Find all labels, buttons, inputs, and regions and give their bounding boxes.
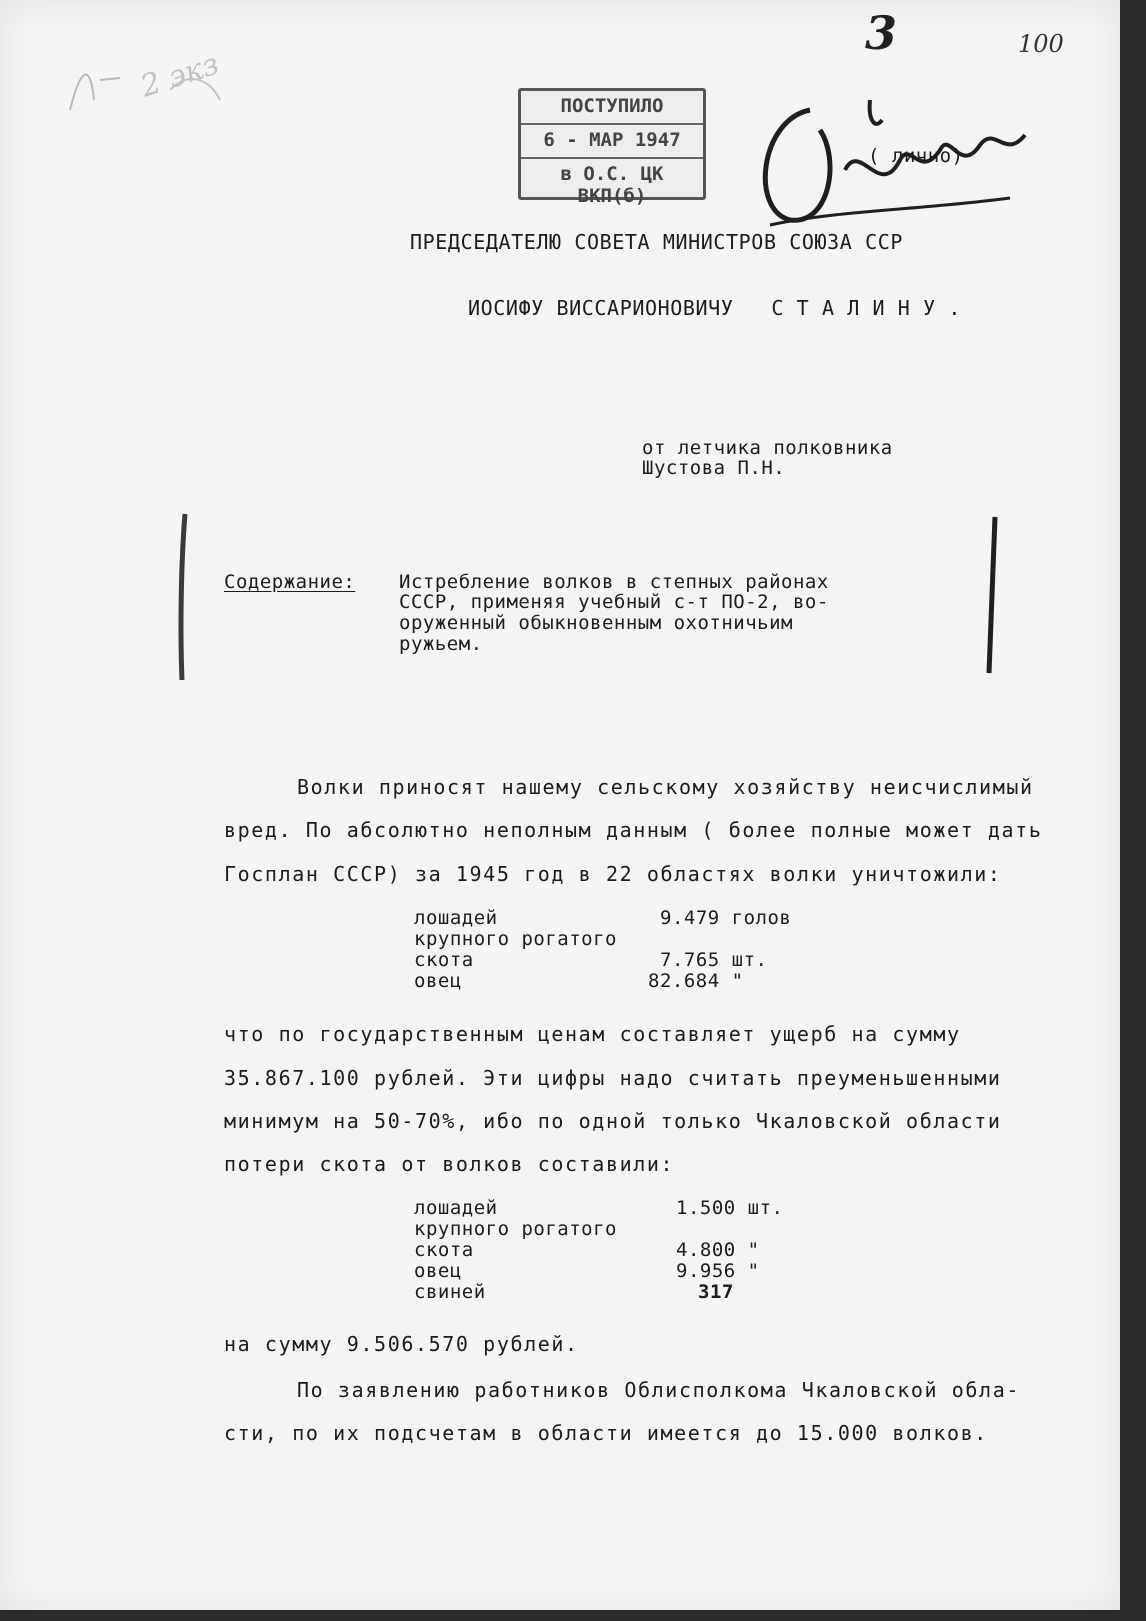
stamp-line-3: в О.С. ЦК ВКП(б): [560, 163, 664, 207]
sender-line-1: от летчика полковника: [642, 437, 893, 459]
paragraph-line: потери скота от волков составили:: [224, 1152, 675, 1176]
table-row-name: крупного рогатого: [414, 928, 617, 950]
table-row-value: 4.800 ": [676, 1239, 760, 1261]
paragraph-line: Госплан СССР) за 1945 год в 22 областях волки уничтожили:: [224, 862, 1002, 886]
pencil-stroke-icon: [985, 515, 1001, 675]
table-row-value: 7.765 шт.: [660, 949, 768, 971]
stamp-line-2: 6 - МАР 1947: [543, 129, 681, 151]
personal-mark: ( лично): [868, 145, 964, 167]
paragraph-line: на сумму 9.506.570 рублей.: [224, 1332, 579, 1356]
table-row-name: лошадей: [414, 1197, 498, 1219]
paragraph-line: сти, по их подсчетам в области имеется до 15.000 волков.: [224, 1421, 988, 1445]
paragraph-line: что по государственным ценам составляет ущерб на сумму: [224, 1022, 961, 1046]
margin-bar-right: [985, 515, 1001, 675]
subject-label: Содержание:: [224, 571, 356, 593]
stamp-divider: [521, 157, 703, 159]
table-row-value: 82.684 ": [648, 970, 744, 992]
addressee-line-1: ПРЕДСЕДАТЕЛЮ СОВЕТА МИНИСТРОВ СОЮЗА ССР: [410, 230, 903, 254]
margin-bar-left: [176, 512, 190, 682]
paragraph-line: вред. По абсолютно неполным данным ( более полные может дать: [224, 818, 1043, 842]
table-row-value: 1.500 шт.: [676, 1197, 784, 1219]
paragraph-line: Волки приносят нашему сельскому хозяйству неисчислимый: [297, 775, 1034, 799]
paragraph-line: 35.867.100 рублей. Эти цифры надо считать преуменьшенными: [224, 1066, 1002, 1090]
table-row-name: свиней: [414, 1281, 486, 1303]
table-row-value: 9.956 ": [676, 1260, 760, 1282]
table-row-name: крупного рогатого: [414, 1218, 617, 1240]
sender-line-2: Шустова П.Н.: [642, 457, 786, 479]
pencil-note-text: 2 экз: [136, 46, 224, 105]
stamp-line-1: ПОСТУПИЛО: [560, 95, 664, 117]
table-row-value: 9.479 голов: [660, 907, 792, 929]
sheet-mark: 3: [865, 6, 898, 60]
table-row-name: лошадей: [414, 907, 498, 929]
table-row-name: скота: [414, 1239, 474, 1261]
paragraph-line: По заявлению работников Облисполкома Чкаловской обла-: [297, 1378, 1020, 1402]
table-row-name: овец: [414, 970, 462, 992]
stamp-divider: [521, 123, 703, 125]
subject-line: СССР, применяя учебный с-т ПО-2, во-: [399, 591, 829, 613]
folio-number: 100: [1018, 30, 1064, 58]
table-row-value: 317: [698, 1281, 734, 1303]
paragraph-line: минимум на 50-70%, ибо по одной только Чкаловской области: [224, 1109, 1002, 1133]
addressee-line-2: ИОСИФУ ВИССАРИОНОВИЧУ С Т А Л И Н У .: [468, 296, 961, 320]
table-row-name: скота: [414, 949, 474, 971]
pencil-stroke-icon: [176, 512, 190, 682]
table-row-name: овец: [414, 1260, 462, 1282]
subject-line: Истребление волков в степных районах: [399, 571, 829, 593]
receipt-stamp: [518, 88, 706, 207]
subject-line: ружьем.: [399, 633, 483, 655]
subject-line: оруженный обыкновенным охотничьим: [399, 612, 793, 634]
